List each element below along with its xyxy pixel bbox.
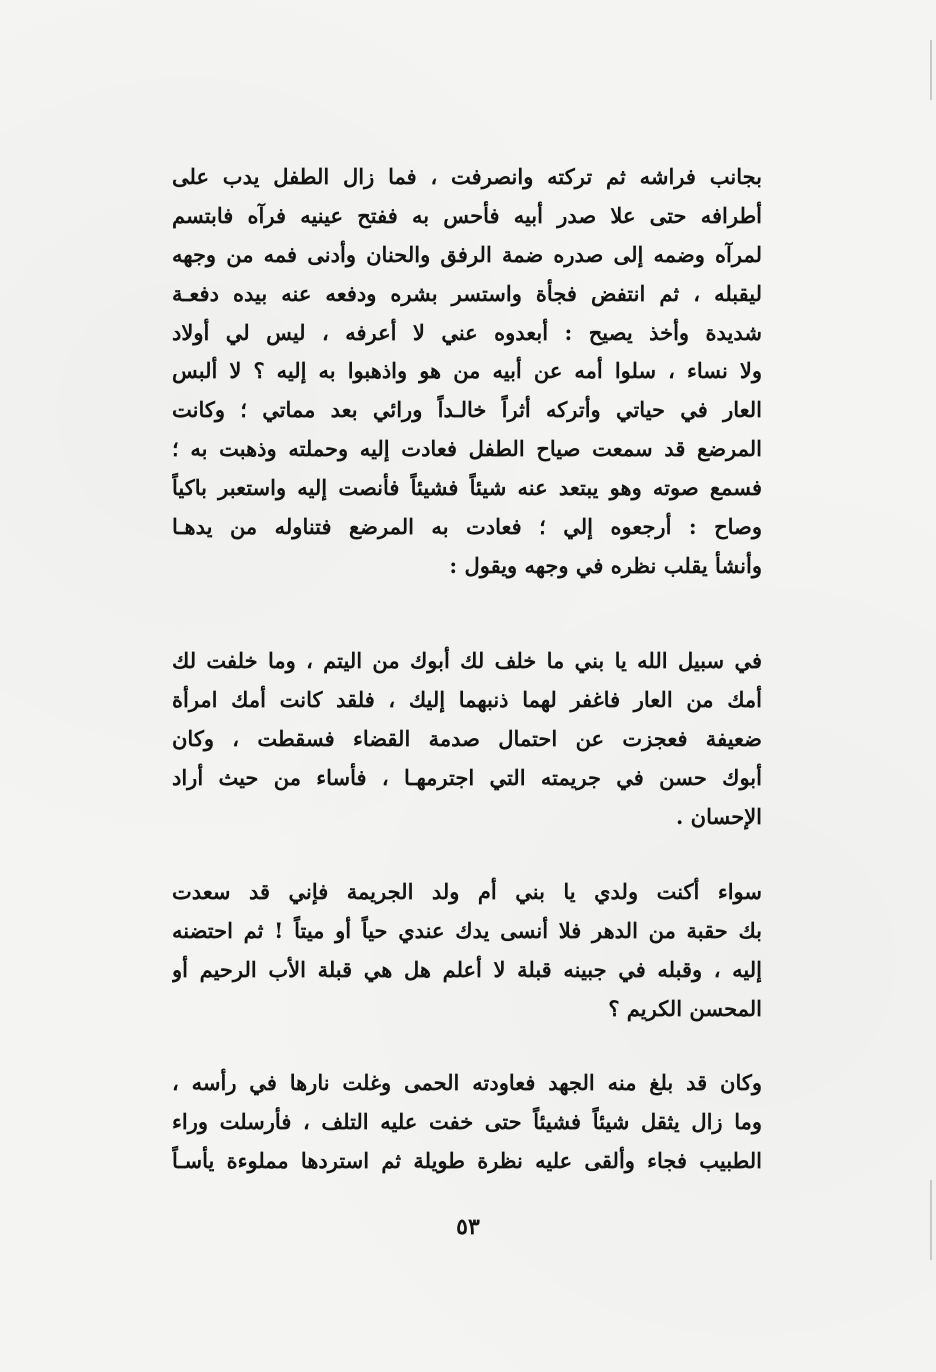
text-line: وصاح : أرجعوه إلي ؛ فعادت به المرضع فتناوله من يدهـا [172, 514, 762, 540]
text-line: الطبيب فجاء وألقى عليه نظرة طويلة ثم استردها مملوءة يأسـاً [172, 1147, 762, 1173]
text-line: فسمع صوته وهو يبتعد عنه شيئاً فشيئاً فأنصت إليه واستعبر باكياً [172, 475, 762, 501]
paragraph-2 [172, 642, 762, 836]
text-line: إليه ، وقبله في جبينه قبلة لا أعلم هل هي قبلة الأب الرحيم أو [172, 956, 762, 982]
text-line: وما زال يثقل شيئاً فشيئاً حتى خفت عليه التلف ، فأرسلت وراء [172, 1108, 762, 1134]
text-line: العار في حياتي وأتركه أثراً خالـداً ورائي بعد مماتي ؛ وكانت [172, 397, 762, 423]
text-line: المحسن الكريم ؟ [608, 995, 762, 1021]
text-line: شديدة وأخذ يصيح : أبعدوه عني لا أعرفه ، ليس لي أولاد [172, 319, 762, 345]
text-line: ضعيفة فعجزت عن احتمال صدمة القضاء فسقطت ، وكان [172, 725, 762, 751]
text-line: أبوك حسن في جريمته التي اجترمهـا ، فأساء من حيث أراد [172, 764, 762, 790]
text-line: بك حقبة من الدهر فلا أنسى يدك عندي حياً أو ميتاً ! ثم احتضنه [172, 917, 762, 943]
text-line: وكان قد بلغ منه الجهد فعاودته الحمى وغلت نارها في رأسه ، [172, 1070, 762, 1095]
text-line: المرضع قد سمعت صياح الطفل فعادت إليه وحملته وذهبت به ؛ [172, 436, 762, 462]
text-line: أمك من العار فاغفر لهما ذنبهما إليك ، فلقد كانت أمك امرأة [172, 686, 762, 712]
text-line: بجانب فراشه ثم تركته وانصرفت ، فما زال الطفل يدب على [172, 164, 762, 189]
text-line: ولا نساء ، سلوا أمه عن أبيه من هو واذهبوا به إليه ؟ لا ألبس [172, 358, 762, 384]
text-line: في سبيل الله يا بني ما خلف لك أبوك من اليتم ، وما خلفت لك [172, 648, 762, 673]
paragraph-1 [172, 158, 762, 586]
text-line: ليقبله ، ثم انتفض فجأة واستسر بشره ودفعه عنه بيده دفعـة [172, 280, 762, 306]
text-line: سواء أكنت ولدي يا بني أم ولد الجريمة فإني قد سعدت [172, 879, 762, 904]
text-line: لمرآه وضمه إلى صدره ضمة الرفق والحنان وأدنى فمه من وجهه [172, 241, 762, 267]
text-line: وأنشأ يقلب نظره في وجهه ويقول : [449, 552, 762, 578]
paragraph-3 [172, 873, 762, 1029]
scan-edge-mark [930, 40, 932, 100]
paragraph-4 [172, 1064, 762, 1181]
scan-edge-mark [930, 1180, 932, 1260]
text-line: الإحسان . [676, 803, 762, 829]
page-number: ٥٣ [456, 1214, 480, 1240]
text-line: أطرافه حتى علا صدر أبيه فأحس به ففتح عينيه فرآه فابتسم [172, 202, 762, 228]
